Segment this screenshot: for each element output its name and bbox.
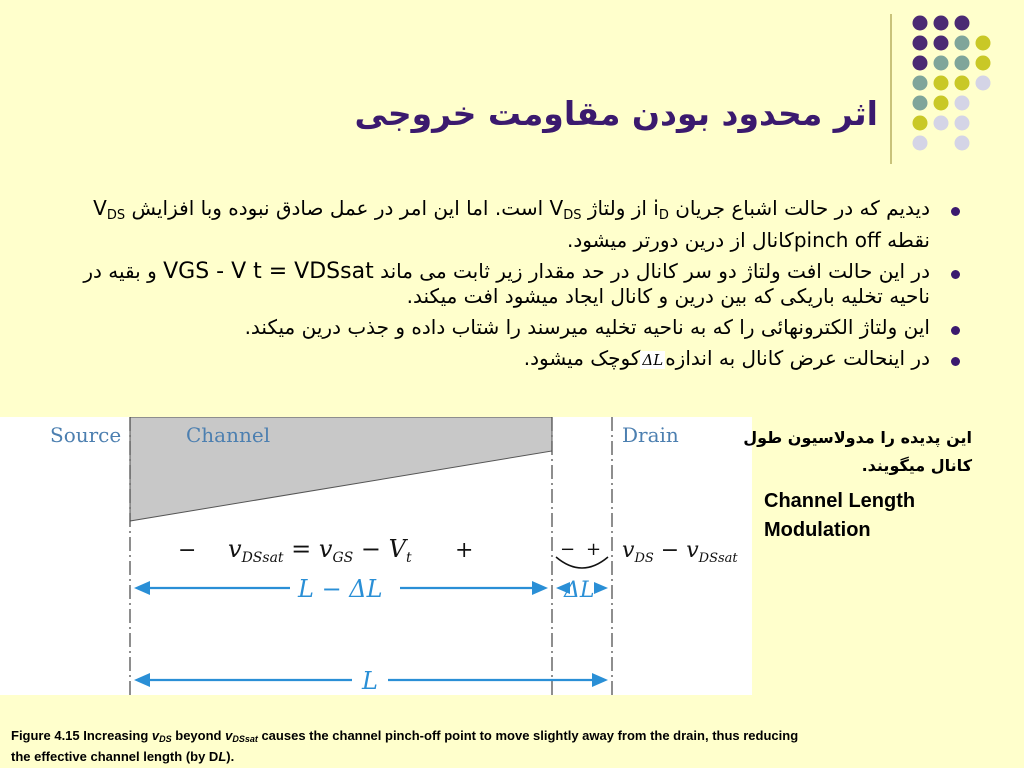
bullet-item: در این حالت افت ولتاژ دو سر کانال در حد مقدار زیر ثابت می ماند VGS - V t = VDSsat و بقیه در ناحیه تخلیه باریکی که بین درین و کانال ایجاد میشود افت میکند.	[70, 259, 962, 309]
minus-sign: −	[178, 538, 197, 563]
decor-dot	[913, 136, 928, 151]
modulation-note-persian: این پدیده را مدولاسیون طول کانال میگویند.	[743, 428, 972, 475]
decor-dot	[955, 36, 970, 51]
modulation-note-english: Channel Length Modulation	[764, 490, 916, 541]
figure-caption: Figure 4.15 Increasing vDS beyond vDSsat causes the channel pinch-off point to move slightly away from the drain, thus reducing the effective channel length (by DL).	[11, 728, 799, 764]
decor-dot	[976, 36, 991, 51]
decor-dot	[934, 56, 949, 71]
decor-dot	[913, 76, 928, 91]
decor-dot	[913, 36, 928, 51]
drain-label: Drain	[622, 423, 679, 447]
channel-diagram	[0, 417, 752, 695]
decor-dot	[976, 56, 991, 71]
decor-dot	[913, 16, 928, 31]
vdssat-equation: $v_{DSsat} = v_{GS} - V_t$	[228, 535, 412, 566]
decor-dot	[934, 96, 949, 111]
decor-dot	[913, 116, 928, 131]
bullet-list	[70, 196, 962, 379]
decor-dot	[934, 76, 949, 91]
small-minus: −	[560, 539, 576, 560]
decor-dot	[913, 96, 928, 111]
vds-difference-label: $v_{DS} - v_{DSsat}$	[622, 538, 738, 566]
dl-label: ΔL	[564, 578, 595, 603]
decor-dot	[955, 76, 970, 91]
decor-dot	[934, 16, 949, 31]
delta-l-symbol: ΔL	[642, 351, 664, 369]
decor-dot	[955, 116, 970, 131]
page-title: اثر محدود بودن مقاومت خروجی	[354, 94, 878, 133]
decor-dot	[934, 116, 949, 131]
bullet-item: در اینحالت عرض کانال به اندازهΔLکوچک میشود.	[70, 346, 962, 373]
decor-dot-grid	[910, 14, 1010, 164]
decor-dot	[955, 16, 970, 31]
bullet-item: دیدیم که در حالت اشباع جریان $i_D$ از ولتاژ $V_{DS}$ است. اما این امر در عمل صادق نبوده وبا افزایش $V_{DS}$ نقطه pinch offکانال از درین دورتر میشود.	[70, 196, 962, 253]
decor-dot	[913, 56, 928, 71]
l-label: L	[362, 667, 378, 695]
source-label: Source	[50, 423, 122, 447]
small-plus: +	[586, 539, 602, 560]
decor-dot	[955, 136, 970, 151]
decor-dot	[955, 56, 970, 71]
decor-vertical-line	[890, 14, 892, 164]
decor-dot	[955, 96, 970, 111]
l-minus-dl-label: L − ΔL	[298, 575, 383, 603]
decor-dot	[934, 36, 949, 51]
plus-sign: +	[455, 538, 474, 563]
bullet-item: این ولتاژ الکترونهائی را که به ناحیه تخلیه میرسند را شتاب داده و جذب درین میکند.	[70, 315, 962, 340]
channel-label: Channel	[186, 423, 271, 447]
decor-dot	[976, 76, 991, 91]
